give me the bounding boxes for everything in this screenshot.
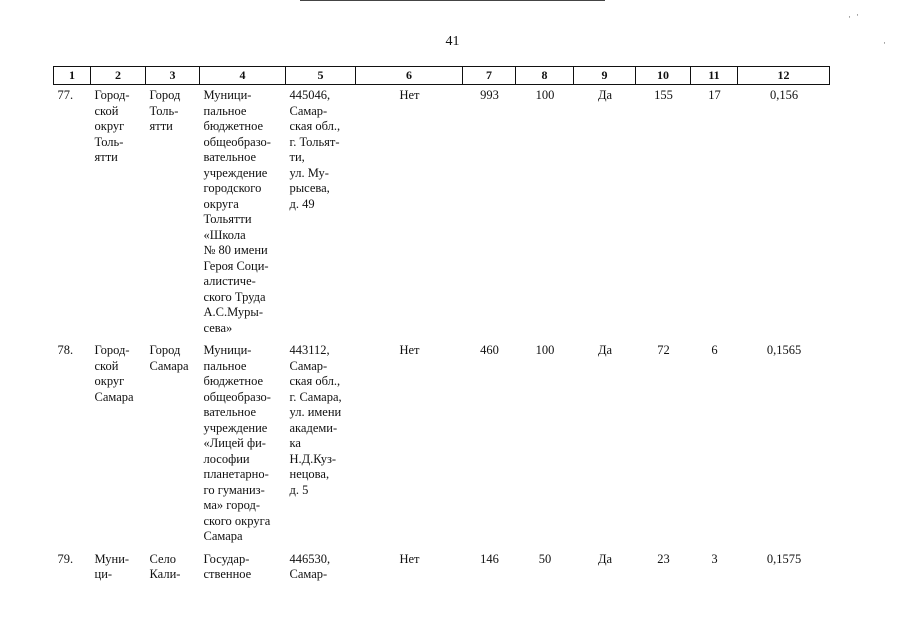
row-number: 77. [57, 88, 74, 102]
column-header: 3 [146, 67, 200, 85]
data-table [53, 66, 830, 587]
scan-speck: · [848, 12, 851, 22]
district-cell: Город- ской округ Толь- ятти [94, 88, 130, 164]
institution-cell: Государ- ственное [203, 551, 252, 581]
row-number: 78. [57, 343, 74, 357]
district-cell: Муни- ци- [94, 551, 130, 581]
column-header: 11 [691, 67, 738, 85]
column-header: 4 [200, 67, 286, 85]
col7-cell: 993 [480, 88, 499, 102]
table-row [54, 549, 830, 587]
col6-cell: Нет [399, 551, 420, 566]
settlement-cell: Село Кали- [149, 551, 181, 581]
scan-speck: · [883, 38, 886, 48]
col11-cell: 6 [711, 343, 718, 357]
col9-cell: Да [597, 551, 613, 566]
col12-cell: 0,156 [769, 88, 799, 102]
institution-cell: Муници- пальное бюджетное общеобразо- вательное учреждение «Лицей фи- лософии планетарно- го гуманиз- ма» город- ского округа Самара [203, 343, 271, 543]
column-header: 8 [516, 67, 574, 85]
top-rule [300, 0, 605, 1]
col11-cell: 17 [708, 88, 721, 102]
col10-cell: 23 [657, 551, 670, 566]
col6-cell: Нет [399, 343, 420, 357]
col7-cell: 146 [480, 551, 499, 566]
col8-cell: 100 [535, 343, 555, 357]
col10-cell: 155 [654, 88, 673, 102]
table-row [54, 85, 830, 341]
institution-cell: Муници- пальное бюджетное общеобразо- вательное учреждение городского округа Тольятти «Школа № 80 имени Героя Соци- алистиче- ского Труда А.С.Муры- сева» [203, 88, 271, 335]
column-header: 6 [356, 67, 463, 85]
settlement-cell: Город Толь- ятти [149, 88, 181, 133]
col8-cell: 50 [538, 551, 552, 566]
page-number: 41 [445, 34, 460, 49]
header-row [54, 67, 830, 85]
row-number: 79. [57, 551, 74, 566]
column-header: 1 [54, 67, 91, 85]
col9-cell: Да [597, 343, 613, 357]
col7-cell: 460 [480, 343, 499, 357]
scan-speck: · [856, 10, 859, 20]
col9-cell: Да [597, 88, 613, 102]
col12-cell: 0,1575 [766, 551, 802, 566]
column-header: 10 [636, 67, 691, 85]
column-header: 7 [463, 67, 516, 85]
col10-cell: 72 [657, 343, 670, 357]
column-header: 12 [738, 67, 830, 85]
column-header: 5 [286, 67, 356, 85]
col6-cell: Нет [399, 88, 420, 102]
address-cell: 443112, Самар- ская обл., г. Самара, ул. имени академи- ка Н.Д.Куз- нецова, д. 5 [289, 343, 342, 497]
district-cell: Город- ской округ Самара [94, 343, 134, 404]
table-row [54, 340, 830, 549]
column-header: 2 [91, 67, 146, 85]
address-cell: 445046, Самар- ская обл., г. Тольят- ти, ул. Му- рысева, д. 49 [289, 88, 341, 211]
col11-cell: 3 [711, 551, 718, 566]
col12-cell: 0,1565 [766, 343, 802, 357]
settlement-cell: Город Самара [149, 343, 189, 373]
col8-cell: 100 [535, 88, 555, 102]
column-header: 9 [574, 67, 636, 85]
address-cell: 446530, Самар- [289, 551, 331, 581]
